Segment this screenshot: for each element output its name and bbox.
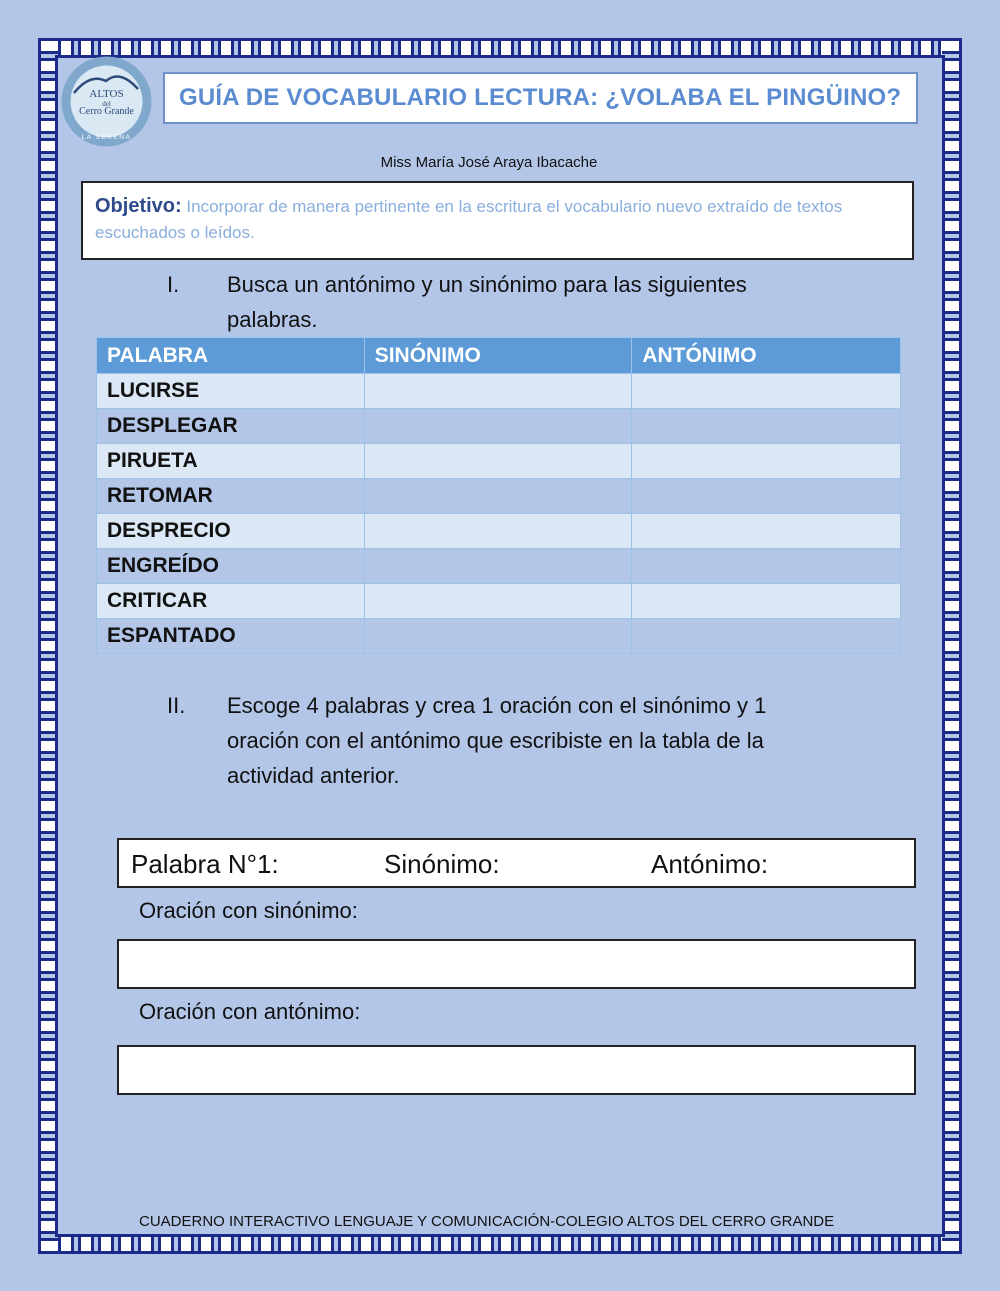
section-2-number: II. <box>167 693 186 718</box>
table-row <box>97 514 901 549</box>
sentence-synonym-label: Oración con sinónimo: <box>139 898 358 923</box>
school-logo <box>60 55 153 148</box>
word-cell: LUCIRSE <box>97 374 365 409</box>
logo-arc-text: LA SERENA <box>81 134 132 141</box>
objective-box <box>81 181 914 260</box>
author: Miss María José Araya Ibacache <box>380 154 598 171</box>
logo-line2: del <box>102 100 111 108</box>
synonym-cell[interactable] <box>364 584 632 619</box>
synonym-cell[interactable] <box>364 409 632 444</box>
sentence-antonym-input[interactable] <box>117 1045 916 1095</box>
section-2-line1: Escoge 4 palabras y crea 1 oración con el sinónimo y 1 <box>227 693 767 718</box>
synonym-label: Sinónimo: <box>384 849 500 879</box>
section-1-instruction <box>167 267 907 337</box>
word-cell: ESPANTADO <box>97 619 365 654</box>
section-1-line1: Busca un antónimo y un sinónimo para las siguientes <box>227 272 747 297</box>
logo-line1: ALTOS <box>89 88 124 100</box>
header-antonimo: ANTÓNIMO <box>632 338 901 374</box>
section-2-line3: actividad anterior. <box>227 763 400 788</box>
footer-text: CUADERNO INTERACTIVO LENGUAJE Y COMUNICACIÓN-COLEGIO ALTOS DEL CERRO GRANDE <box>139 1213 835 1230</box>
page-title <box>163 72 918 124</box>
table-row <box>97 479 901 514</box>
table-row <box>97 619 901 654</box>
section-2-instruction <box>167 688 907 793</box>
antonym-cell[interactable] <box>632 619 901 654</box>
synonym-cell[interactable] <box>364 619 632 654</box>
antonym-label: Antónimo: <box>651 849 769 879</box>
table-row <box>97 549 901 584</box>
sentence-antonym-label: Oración con antónimo: <box>139 999 361 1024</box>
antonym-cell[interactable] <box>632 409 901 444</box>
objective-text: Incorporar de manera pertinente en la escritura el vocabulario nuevo extraído de textos escuchados o leídos. <box>95 197 843 242</box>
table-row <box>97 409 901 444</box>
word-cell: RETOMAR <box>97 479 365 514</box>
word-cell: CRITICAR <box>97 584 365 619</box>
word-cell: PIRUETA <box>97 444 365 479</box>
page-title-text: GUÍA DE VOCABULARIO LECTURA: ¿VOLABA EL PINGÜINO? <box>179 84 902 111</box>
synonym-cell[interactable] <box>364 374 632 409</box>
vocabulary-table <box>96 337 901 654</box>
header-sinonimo: SINÓNIMO <box>364 338 632 374</box>
word-cell: ENGREÍDO <box>97 549 365 584</box>
synonym-cell[interactable] <box>364 549 632 584</box>
section-1-number: I. <box>167 272 180 297</box>
antonym-cell[interactable] <box>632 479 901 514</box>
antonym-cell[interactable] <box>632 374 901 409</box>
objective-label: Objetivo: <box>95 195 182 217</box>
antonym-cell[interactable] <box>632 549 901 584</box>
table-row <box>97 584 901 619</box>
table-header-row <box>97 338 901 374</box>
word-cell: DESPRECIO <box>97 514 365 549</box>
antonym-cell[interactable] <box>632 584 901 619</box>
logo-line3: Cerro Grande <box>79 106 134 117</box>
sentence-synonym-input[interactable] <box>117 939 916 989</box>
synonym-cell[interactable] <box>364 514 632 549</box>
synonym-cell[interactable] <box>364 479 632 514</box>
section-2-line2: oración con el antónimo que escribiste en la tabla de la <box>227 728 764 753</box>
word-cell: DESPLEGAR <box>97 409 365 444</box>
antonym-cell[interactable] <box>632 444 901 479</box>
section-1-line2: palabras. <box>227 307 318 332</box>
table-row <box>97 374 901 409</box>
synonym-cell[interactable] <box>364 444 632 479</box>
antonym-cell[interactable] <box>632 514 901 549</box>
word-label: Palabra N°1: <box>131 849 279 879</box>
table-row <box>97 444 901 479</box>
word-header-box <box>117 838 916 888</box>
header-palabra: PALABRA <box>97 338 365 374</box>
